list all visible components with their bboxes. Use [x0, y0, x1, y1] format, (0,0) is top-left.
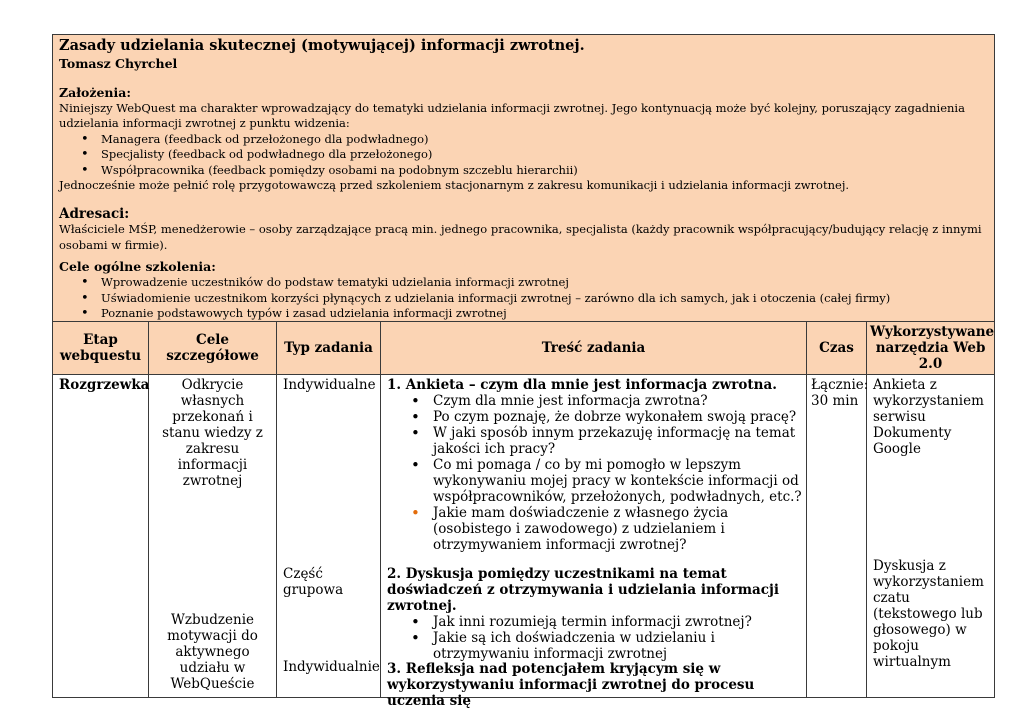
narzedzia-text-1: Ankieta z wykorzystaniem serwisu Dokumenty Google	[873, 377, 984, 458]
list-item: • W jaki sposób innym przekazuję informację na temat jakości ich pracy?	[433, 425, 802, 457]
table-row	[53, 375, 995, 698]
adresaci-text: Właściciele MŚP, menedżerowie – osoby zarządzające pracą min. jednego pracownika, specjalista (każdy pracownik współpracujący/budujący relację z innymi osobami w firmie).	[59, 222, 982, 252]
cele-list	[59, 275, 988, 321]
list-item: • Specjalisty (feedback od podwładnego dla przełożonego)	[101, 147, 988, 162]
cele-cell	[149, 375, 277, 698]
list-item: • Wprowadzenie uczestników do podstaw tematyki udzielania informacji zwrotnej	[101, 275, 988, 290]
header-czas: Czas	[807, 322, 867, 375]
typ-cell	[277, 375, 381, 698]
header-narzedzia: Wykorzystywane narzędzia Web 2.0	[867, 322, 995, 375]
list-item: • Poznanie podstawowych typów i zasad udzielania informacji zwrotnej	[101, 306, 988, 321]
task-3-title: 3. Refleksja nad potencjałem kryjącym się w wykorzystywaniu informacji zwrotnej do procesu uczenia się	[387, 661, 755, 710]
typ-text-1: Indywidualne	[283, 377, 376, 394]
list-item: • Współpracownika (feedback pomiędzy osobami na podobnym szczeblu hierarchii)	[101, 163, 988, 178]
typ-text-3: Indywidualnie	[283, 659, 380, 676]
zalozenia-list	[59, 132, 988, 178]
list-item: • Po czym poznaję, że dobrze wykonałem swoją pracę?	[433, 409, 802, 425]
list-item: • Jakie są ich doświadczenia w udzielaniu i otrzymywaniu informacji zwrotnej	[433, 630, 802, 662]
zalozenia-heading: Założenia:	[59, 85, 131, 100]
document-page	[52, 34, 995, 710]
list-item: • Jakie mam doświadczenie z własnego życia (osobistego i zawodowego) z udzielaniem i otrzymywaniem informacji zwrotnej?	[433, 505, 802, 553]
adresaci-heading: Adresaci:	[59, 206, 130, 223]
task-1	[387, 377, 802, 553]
intro-section	[53, 35, 995, 322]
narzedzia-cell	[867, 375, 995, 698]
czas-text: Łącznie: 30 min	[811, 377, 869, 410]
header-tresc: Treść zadania	[381, 322, 807, 375]
narzedzia-text-2: Dyskusja z wykorzystaniem czatu (tekstowego lub głosowego) w pokoju wirtualnym	[873, 558, 984, 671]
header-etap: Etap webquestu	[53, 322, 149, 375]
author: Tomasz Chyrchel	[59, 56, 178, 71]
task-1-title: 1. Ankieta – czym dla mnie jest informacja zwrotna.	[387, 377, 777, 394]
header-cele: Cele szczegółowe	[149, 322, 277, 375]
task-2	[387, 566, 802, 662]
list-item: • Czym dla mnie jest informacja zwrotna?	[433, 393, 802, 409]
task-2-list	[387, 614, 802, 662]
webquest-table	[52, 34, 995, 710]
list-item: • Uświadomienie uczestnikom korzyści płynących z udzielania informacji zwrotnej – zarówno dla ich samych, jak i otoczenia (całej firmy)	[101, 291, 988, 306]
cele-text-2: Wzbudzenie motywacji do aktywnego udziału w WebQueście	[167, 612, 258, 693]
header-typ: Typ zadania	[277, 322, 381, 375]
task-1-list	[387, 393, 802, 553]
tresc-cell	[381, 375, 807, 710]
zalozenia-text: Niniejszy WebQuest ma charakter wprowadzający do tematyki udzielania informacji zwrotnej. Jego kontynuacją może być kolejny, poruszający zagadnienia udzielania informacji zwrotnej z punktu widzenia:	[59, 101, 965, 131]
list-item: • Managera (feedback od przełożonego dla podwładnego)	[101, 132, 988, 147]
document-title: Zasady udzielania skutecznej (motywującej) informacji zwrotnej.	[59, 37, 585, 54]
cele-text-1: Odkrycie własnych przekonań i stanu wiedzy z zakresu informacji zwrotnej	[162, 377, 263, 490]
typ-text-2: Część grupowa	[283, 566, 344, 599]
task-2-title: 2. Dyskusja pomiędzy uczestnikami na temat doświadczeń z otrzymywania i udzielania informacji zwrotnej.	[387, 566, 779, 615]
list-item: • Jak inni rozumieją termin informacji zwrotnej?	[433, 614, 802, 630]
zalozenia-after: Jednocześnie może pełnić rolę przygotowawczą przed szkoleniem stacjonarnym z zakresu komunikacji i udzielania informacji zwrotnej.	[59, 178, 850, 193]
list-item: • Co mi pomaga / co by mi pomogło w lepszym wykonywaniu mojej pracy w kontekście informacji od współpracowników, przełożonych, podwładnych, etc.?	[433, 457, 802, 505]
czas-cell	[807, 375, 867, 698]
cele-heading: Cele ogólne szkolenia:	[59, 259, 216, 275]
etap-cell: Rozgrzewka	[53, 375, 149, 698]
